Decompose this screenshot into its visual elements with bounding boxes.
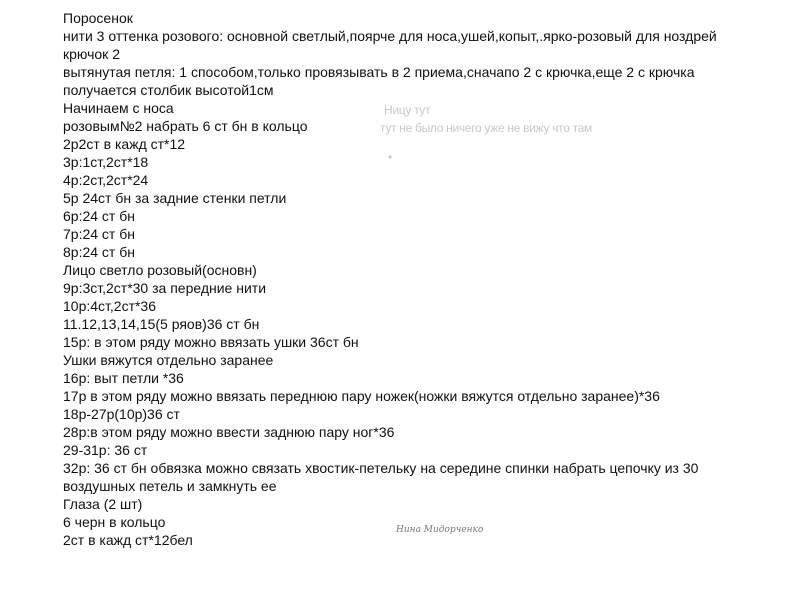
faded-overlay-mark: •: [388, 150, 392, 164]
text-line: 3р:1ст,2ст*18: [63, 154, 149, 170]
section-heading: Начинаем с носа: [63, 100, 174, 116]
text-line: 7р:24 ст бн: [63, 226, 135, 242]
section-heading: Лицо светло розовый(основн): [63, 262, 257, 278]
section-heading: Глаза (2 шт): [63, 496, 143, 512]
faded-overlay-text: тут не было ничего уже не вижу что там: [380, 121, 593, 135]
faded-overlay-text: Ницу тут: [384, 103, 431, 117]
document-body: [63, 9, 793, 549]
text-line: Ушки вяжутся отдельно заранее: [63, 352, 274, 368]
text-line: 5р 24ст бн за задние стенки петли: [63, 190, 287, 206]
text-line: получается столбик высотой1см: [63, 82, 274, 98]
text-line: 4р:2ст,2ст*24: [63, 172, 149, 188]
text-line: 18р-27р(10р)36 ст: [63, 406, 180, 422]
text-line: 6 черн в кольцо: [63, 514, 166, 530]
text-line: 9р:3ст,2ст*30 за передние нити: [63, 280, 267, 296]
author-signature: Нина Мидорченко: [396, 525, 484, 535]
text-line: 32р: 36 ст бн обвязка можно связать хвостик-петельку на середине спинки набрать цепочку из 30: [63, 460, 699, 476]
text-line: 17р в этом ряду можно ввязать переднюю пару ножек(ножки вяжутся отдельно заранее)*36: [63, 388, 660, 404]
text-line: 2р2ст в кажд ст*12: [63, 136, 186, 152]
text-line: нити 3 оттенка розового: основной светлый,поярче для носа,ушей,копыт,.ярко-розовый для ноздрей: [63, 28, 717, 44]
text-line: 8р:24 ст бн: [63, 244, 135, 260]
text-line: воздушных петель и замкнуть ее: [63, 478, 277, 494]
doc-title: Поросенок: [63, 10, 133, 26]
text-line: 28р:в этом ряду можно ввести заднюю пару ног*36: [63, 424, 395, 440]
text-line: 29-31р: 36 ст: [63, 442, 148, 458]
text-line: 11.12,13,14,15(5 ряов)36 ст бн: [63, 316, 260, 332]
text-line: 10р:4ст,2ст*36: [63, 298, 157, 314]
text-line: вытянутая петля: 1 способом,только провязывать в 2 приема,сначапо 2 с крючка,еще 2 с крючка: [63, 64, 695, 80]
text-line: 6р:24 ст бн: [63, 208, 135, 224]
text-line: розовым№2 набрать 6 ст бн в кольцо: [63, 118, 308, 134]
text-line: 15р: в этом ряду можно ввязать ушки 36ст бн: [63, 334, 359, 350]
text-line: 16р: выт петли *36: [63, 370, 184, 386]
text-line: 2ст в кажд ст*12бел: [63, 532, 193, 548]
text-line: крючок 2: [63, 46, 120, 62]
